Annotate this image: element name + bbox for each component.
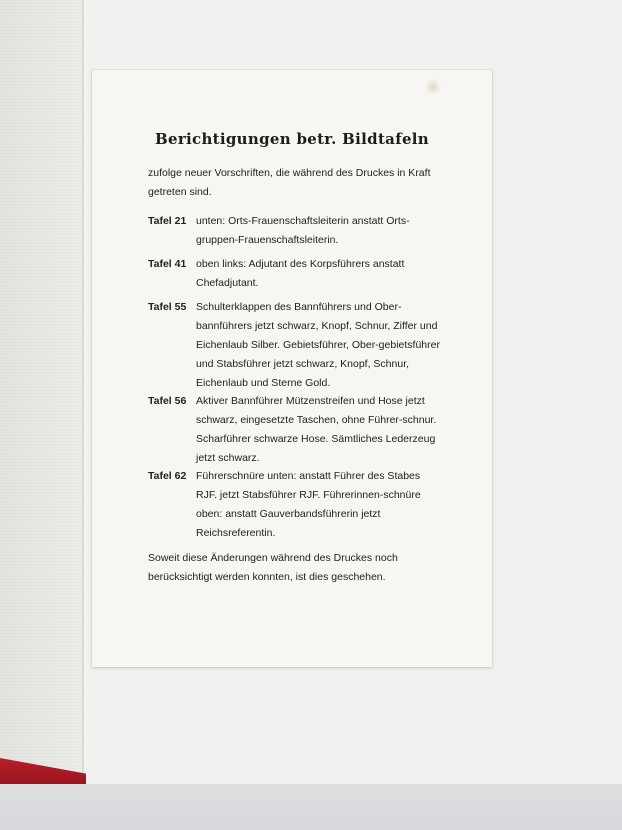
entry-tag: Tafel 62	[148, 470, 187, 482]
errata-intro: zufolge neuer Vorschriften, die während des Druckes in Kraft getreten sind.	[148, 167, 431, 198]
entry-tafel-62	[148, 467, 440, 543]
entry-tag: Tafel 41	[148, 258, 187, 270]
paper-stain	[425, 79, 441, 95]
errata-title: Berichtigungen betr. Bildtafeln	[155, 130, 429, 148]
book-cover-spine	[0, 0, 83, 775]
entry-tafel-41	[148, 255, 440, 293]
entry-text: Schulterklappen des Bannführers und Ober-bannführers jetzt schwarz, Knopf, Schnur, Ziffer und Eichenlaub Silber. Gebietsführer, Ober-gebietsführer und Stabsführer jetzt schwarz, Knopf, Schnur, Eichenlaub und Sterne Gold.	[196, 301, 440, 389]
entry-tafel-56	[148, 392, 440, 468]
entry-text: Führerschnüre unten: anstatt Führer des Stabes RJF. jetzt Stabsführer RJF. Führerinnen-schnüre oben: anstatt Gauverbandsführerin jetzt Reichsreferentin.	[196, 470, 421, 539]
entry-tag: Tafel 21	[148, 215, 187, 227]
errata-insert-card	[92, 70, 492, 667]
entry-text: unten: Orts-Frauenschaftsleiterin anstatt Orts-gruppen-Frauenschaftsleiterin.	[196, 215, 410, 246]
entry-text: Aktiver Bannführer Mützenstreifen und Hose jetzt schwarz, eingesetzte Taschen, ohne Führer-schnur. Scharführer schwarze Hose. Sämtliches Lederzeug jetzt schwarz.	[196, 395, 437, 464]
desk-surface	[0, 784, 622, 830]
entry-text: oben links: Adjutant des Korpsführers anstatt Chefadjutant.	[196, 258, 405, 289]
entry-tafel-55	[148, 298, 440, 393]
entry-tafel-21	[148, 212, 440, 250]
errata-closing: Soweit diese Änderungen während des Druckes noch berücksichtigt werden konnten, ist dies geschehen.	[148, 552, 398, 583]
entry-tag: Tafel 55	[148, 301, 187, 313]
entry-tag: Tafel 56	[148, 395, 187, 407]
